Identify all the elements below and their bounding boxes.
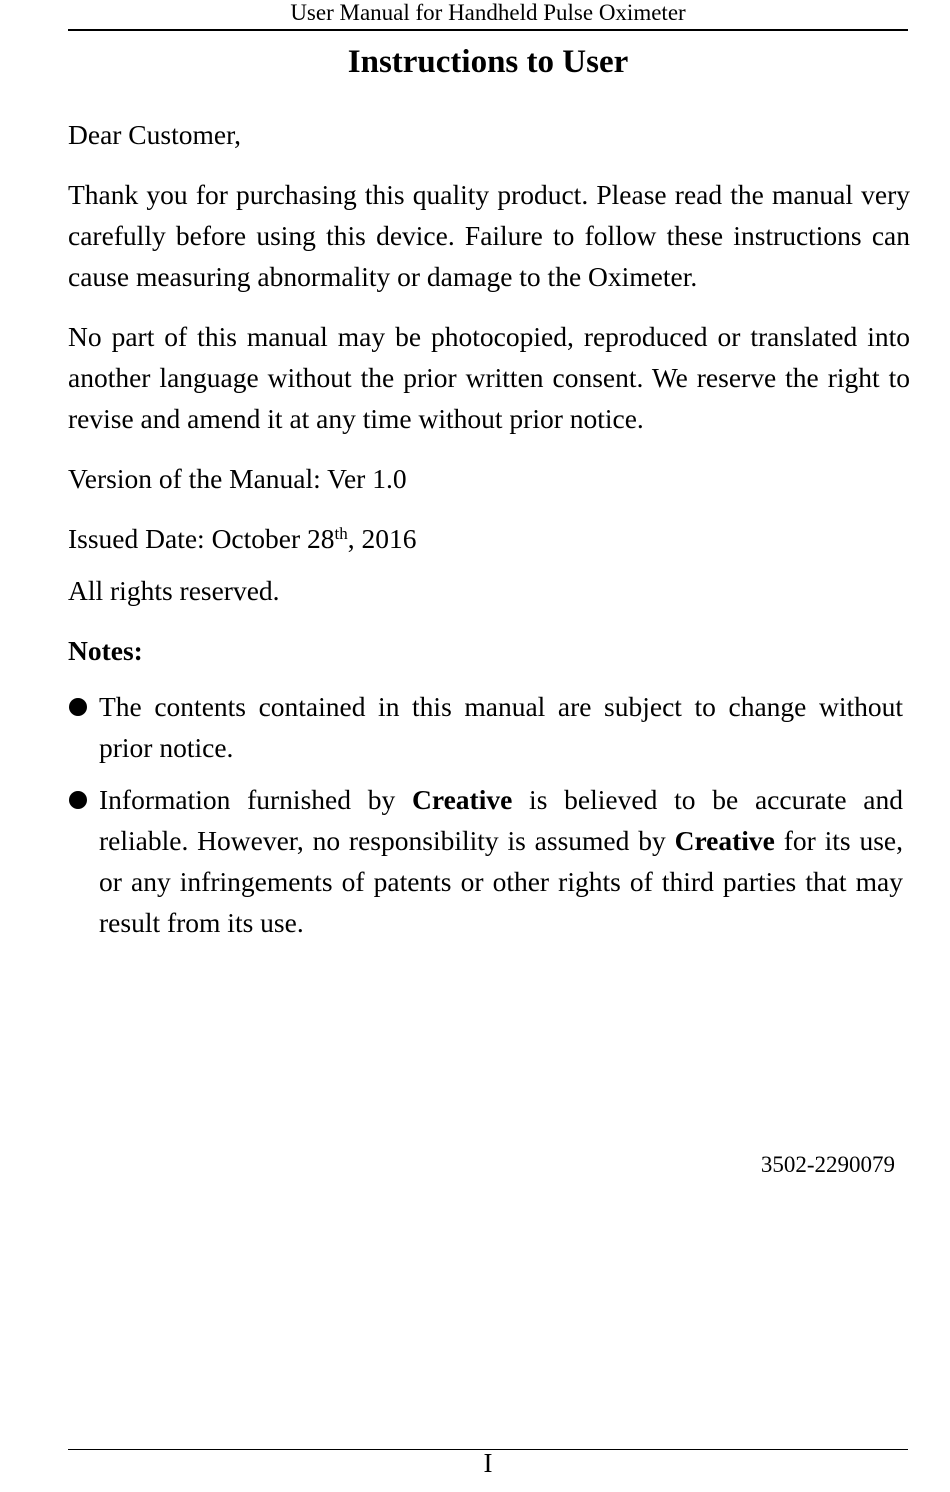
issued-date-prefix: Issued Date: October 28 bbox=[68, 523, 335, 554]
note-item bbox=[68, 686, 910, 768]
note-text-part: for its use, or any infringements of patents or other rights of third parties that may result from its use. bbox=[99, 825, 903, 938]
document-body bbox=[68, 114, 910, 954]
note-text-part: Information furnished by bbox=[99, 784, 413, 815]
greeting: Dear Customer, bbox=[68, 119, 242, 150]
issued-date bbox=[68, 518, 910, 559]
notes-heading: Notes: bbox=[68, 635, 143, 666]
note-item bbox=[68, 779, 910, 943]
notes-list bbox=[68, 686, 910, 943]
running-header: User Manual for Handheld Pulse Oximeter bbox=[68, 0, 908, 31]
issued-date-superscript: th bbox=[334, 524, 348, 543]
page-number: I bbox=[483, 1448, 493, 1478]
brand-name: Creative bbox=[412, 784, 513, 815]
bullet-icon bbox=[69, 698, 87, 716]
intro-paragraph: Thank you for purchasing this quality product. Please read the manual very carefully before using this device. Failure to follow these instructions can cause measuring abnormality or damage to the Oximeter. bbox=[68, 179, 910, 292]
copyright-paragraph: No part of this manual may be photocopied, reproduced or translated into another language without the prior written consent. We reserve the right to revise and amend it at any time without prior notice. bbox=[68, 321, 910, 434]
rights-statement: All rights reserved. bbox=[68, 575, 280, 606]
note-text-part: is believed to be accurate and reliable. However, no responsibility is assumed by bbox=[99, 784, 903, 856]
bullet-icon bbox=[69, 791, 87, 809]
note-text: The contents contained in this manual are subject to change without prior notice. bbox=[99, 691, 903, 763]
issued-date-suffix: , 2016 bbox=[347, 523, 417, 554]
manual-version: Version of the Manual: Ver 1.0 bbox=[68, 463, 407, 494]
document-number: 3502-2290079 bbox=[760, 1152, 895, 1177]
brand-name: Creative bbox=[674, 825, 775, 856]
page-title: Instructions to User bbox=[347, 44, 629, 80]
